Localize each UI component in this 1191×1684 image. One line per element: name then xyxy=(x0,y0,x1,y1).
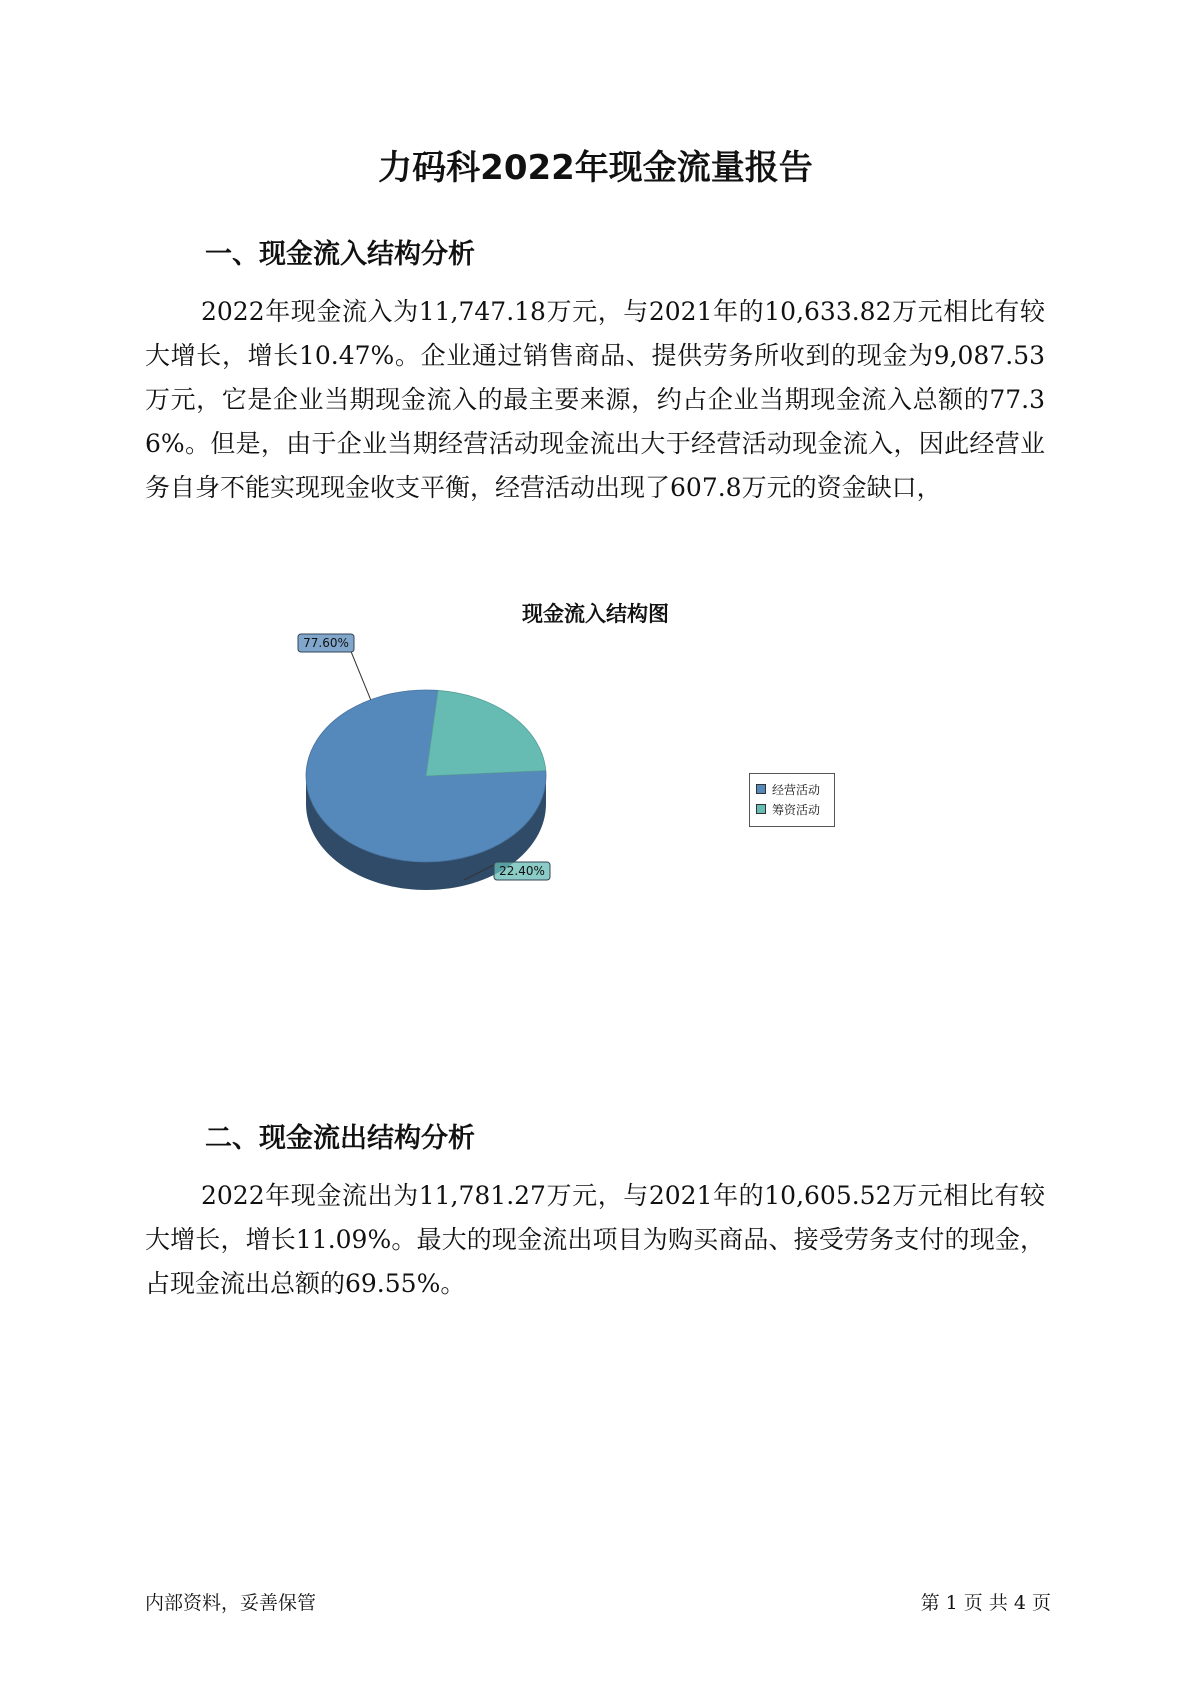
pie-slice-1 xyxy=(426,690,546,776)
footer-page-info: 第 1 页 共 4 页 xyxy=(920,1592,1051,1614)
pie-chart xyxy=(280,636,640,920)
legend-swatch-operating xyxy=(756,784,766,794)
chart-title: 现金流入结构图 xyxy=(522,602,669,626)
legend-item-financing xyxy=(756,799,828,819)
legend-item-operating xyxy=(756,779,828,799)
legend-label-operating: 经营活动 xyxy=(772,782,821,797)
chart-legend xyxy=(749,773,835,827)
footer-note: 内部资料，妥善保管 xyxy=(145,1592,317,1614)
section2-paragraph: 2022年现金流出为11,781.27万元，与2021年的10,605.52万元相比有较大增长，增长11.09%。最大的现金流出项目为购买商品、接受劳务支付的现金，占现金流出总额的69.55%。 xyxy=(145,1181,1045,1298)
pie-data-label-1: 22.40% xyxy=(499,864,545,878)
pie-data-label-0: 77.60% xyxy=(303,636,349,650)
section2-heading: 二、现金流出结构分析 xyxy=(205,1123,475,1154)
legend-swatch-financing xyxy=(756,804,766,814)
pie-leader-line-0 xyxy=(351,652,370,700)
section1-paragraph: 2022年现金流入为11,747.18万元，与2021年的10,633.82万元相比有较大增长，增长10.47%。企业通过销售商品、提供劳务所收到的现金为9,087.53万元，它是企业当期现金流入的最主要来源，约占企业当期现金流入总额的77.36%。但是，由于企业当期经营活动现金流出大于经营活动现金流入，因此经营业务自身不能实现现金收支平衡，经营活动出现了607.8万元的资金缺口， xyxy=(145,297,1045,502)
page-title: 力码科2022年现金流量报告 xyxy=(378,148,813,188)
section1-heading: 一、现金流入结构分析 xyxy=(205,239,475,270)
legend-label-financing: 筹资活动 xyxy=(772,802,821,817)
